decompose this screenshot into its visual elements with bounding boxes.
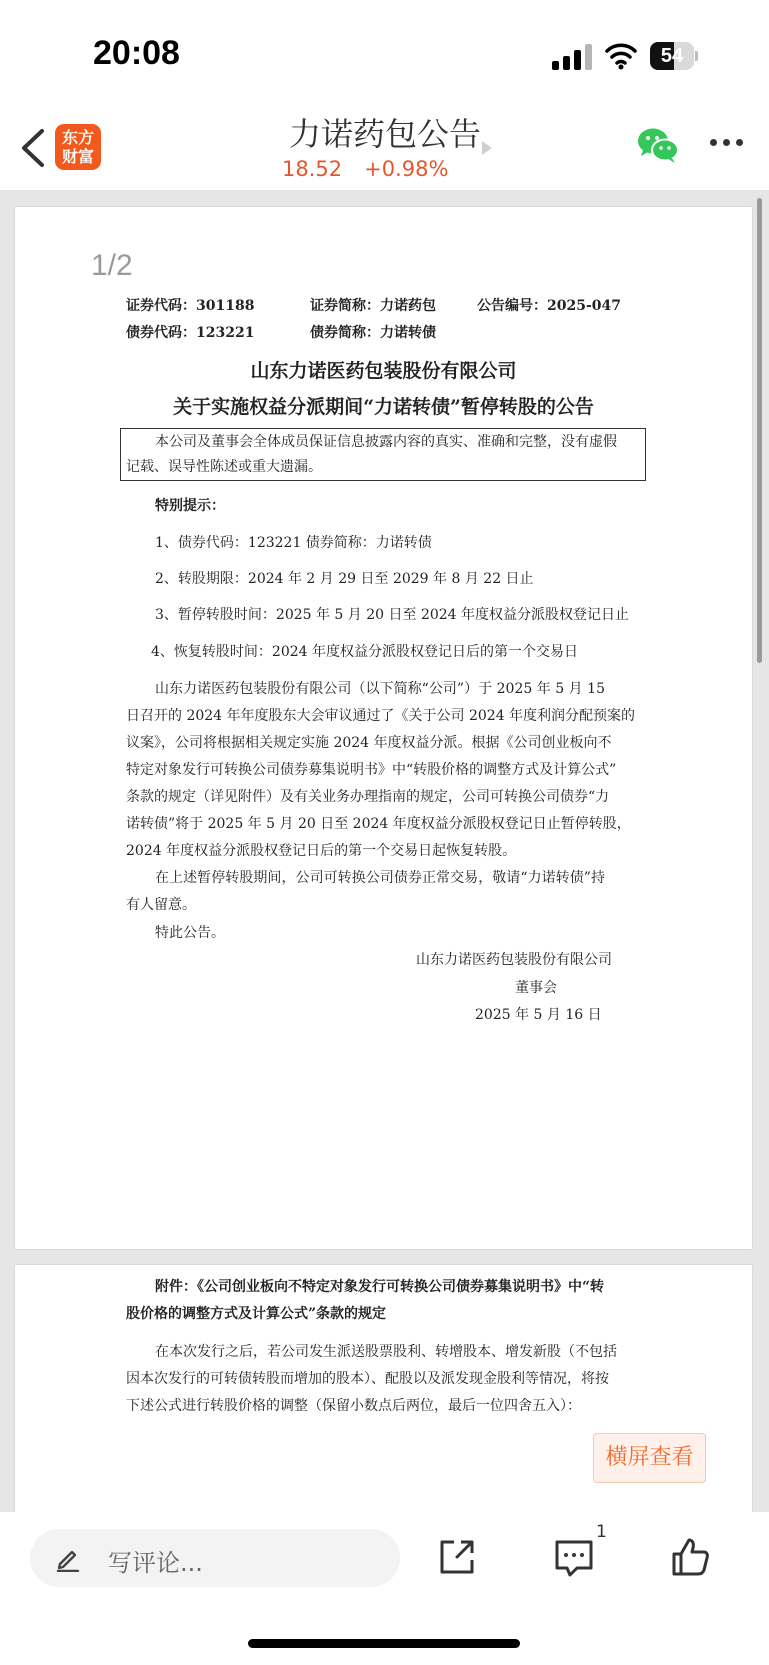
app-logo[interactable] [55,124,101,170]
announcement-title: 关于实施权益分派期间“力诺转债”暂停转股的公告 [173,396,594,418]
declaration-line-1: 本公司及董事会全体成员保证信息披露内容的真实、准确和完整，没有虚假 [155,434,617,450]
page2-text-line: 因本次发行的可转债转股而增加的股本）、配股以及派发现金股利等情况，将按 [126,1371,609,1387]
back-icon[interactable] [14,123,54,173]
wifi-icon [605,42,637,70]
body-line: 日召开的 2024 年年度股东大会审议通过了《关于公司 2024 年度利润分配预案的 [126,708,636,724]
document-viewer[interactable] [0,190,769,1512]
stock-quote[interactable] [282,157,448,181]
thumbs-up-icon[interactable] [670,1536,712,1578]
status-bar [0,0,769,105]
tip-item: 4、恢复转股时间：2024 年度权益分派股权登记日后的第一个交易日 [151,644,578,660]
stock-price: 18.52 [282,157,343,181]
body-line: 议案》，公司将根据相关规定实施 2024 年度权益分派。根据《公司创业板向不 [126,735,612,751]
wechat-icon[interactable] [636,125,680,165]
special-tips-heading: 特别提示： [155,498,225,514]
body-line: 诺转债”将于 2025 年 5 月 20 日至 2024 年度权益分派股权登记日止暂停转股， [126,816,631,832]
bond-abbr: 债券简称：力诺转债 [310,325,436,341]
pencil-icon [54,1544,82,1572]
battery-icon [650,42,698,70]
landscape-view-button[interactable]: 横屏查看 [593,1433,706,1483]
comment-icon[interactable] [553,1538,595,1578]
stock-change: +0.98% [364,157,449,181]
tip-item: 2、转股期限：2024 年 2 月 29 日至 2029 年 8 月 22 日止 [155,571,534,587]
battery-level: 54 [660,45,684,67]
security-code: 证券代码：301188 [126,298,255,314]
closing-text: 特此公告。 [155,925,225,941]
body2-line: 有人留意。 [126,897,196,913]
appendix-line-2: 股价格的调整方式及计算公式”条款的规定 [126,1306,387,1322]
appendix-line-1: 附件：《公司创业板向不特定对象发行可转换公司债券募集说明书》中“转 [155,1279,605,1295]
bottom-bar [0,1512,769,1665]
body-line: 2024 年度权益分派股权登记日后的第一个交易日起恢复转股。 [126,843,517,859]
body-line: 条款的规定（详见附件）及有关业务办理指南的规定，公司可转换公司债券“力 [126,789,610,805]
page-title: 力诺药包公告 [288,115,481,153]
tip-item: 3、暂停转股时间：2025 年 5 月 20 日至 2024 年度权益分派股权登记日止 [155,607,630,623]
body2-line: 在上述暂停转股期间，公司可转换公司债券正常交易，敬请“力诺转债”持 [155,870,605,886]
signal-icon [552,44,596,70]
logo-line1: 东方 [61,128,94,147]
status-time: 20:08 [93,34,180,72]
comment-input[interactable] [30,1529,400,1587]
signature-date: 2025 年 5 月 16 日 [475,1007,602,1023]
notice-number: 公告编号：2025-047 [477,298,621,314]
comment-placeholder: 写评论... [108,1549,203,1577]
scrollbar[interactable] [757,198,762,663]
signature-company: 山东力诺医药包装股份有限公司 [416,952,612,968]
declaration-line-2: 记载、误导性陈述或重大遗漏。 [126,459,322,475]
body-line: 山东力诺医药包装股份有限公司（以下简称“公司”）于 2025 年 5 月 15 [155,681,605,697]
page-indicator: 1/2 [91,249,133,282]
bond-code: 债券代码：123221 [126,325,255,341]
body-line: 特定对象发行可转换公司债券募集说明书》中“转股价格的调整方式及计算公式” [126,762,617,778]
logo-line2: 财富 [61,147,94,166]
more-icon[interactable] [710,139,744,149]
tip-item: 1、债券代码：123221 债券简称：力诺转债 [155,535,432,551]
signature-board: 董事会 [515,980,557,996]
nav-bar [0,105,769,190]
home-indicator [248,1639,520,1648]
page2-text-line: 在本次发行之后，若公司发生派送股票股利、转增股本、增发新股（不包括 [155,1344,617,1360]
play-triangle-icon [482,141,492,155]
document-page-1 [15,207,752,1249]
company-name: 山东力诺医药包装股份有限公司 [250,360,517,382]
security-abbr: 证券简称：力诺药包 [310,298,436,314]
share-icon[interactable] [437,1537,477,1577]
comment-count: 1 [596,1522,607,1542]
page2-text-line: 下述公式进行转股价格的调整（保留小数点后两位，最后一位四舍五入）： [126,1398,581,1414]
